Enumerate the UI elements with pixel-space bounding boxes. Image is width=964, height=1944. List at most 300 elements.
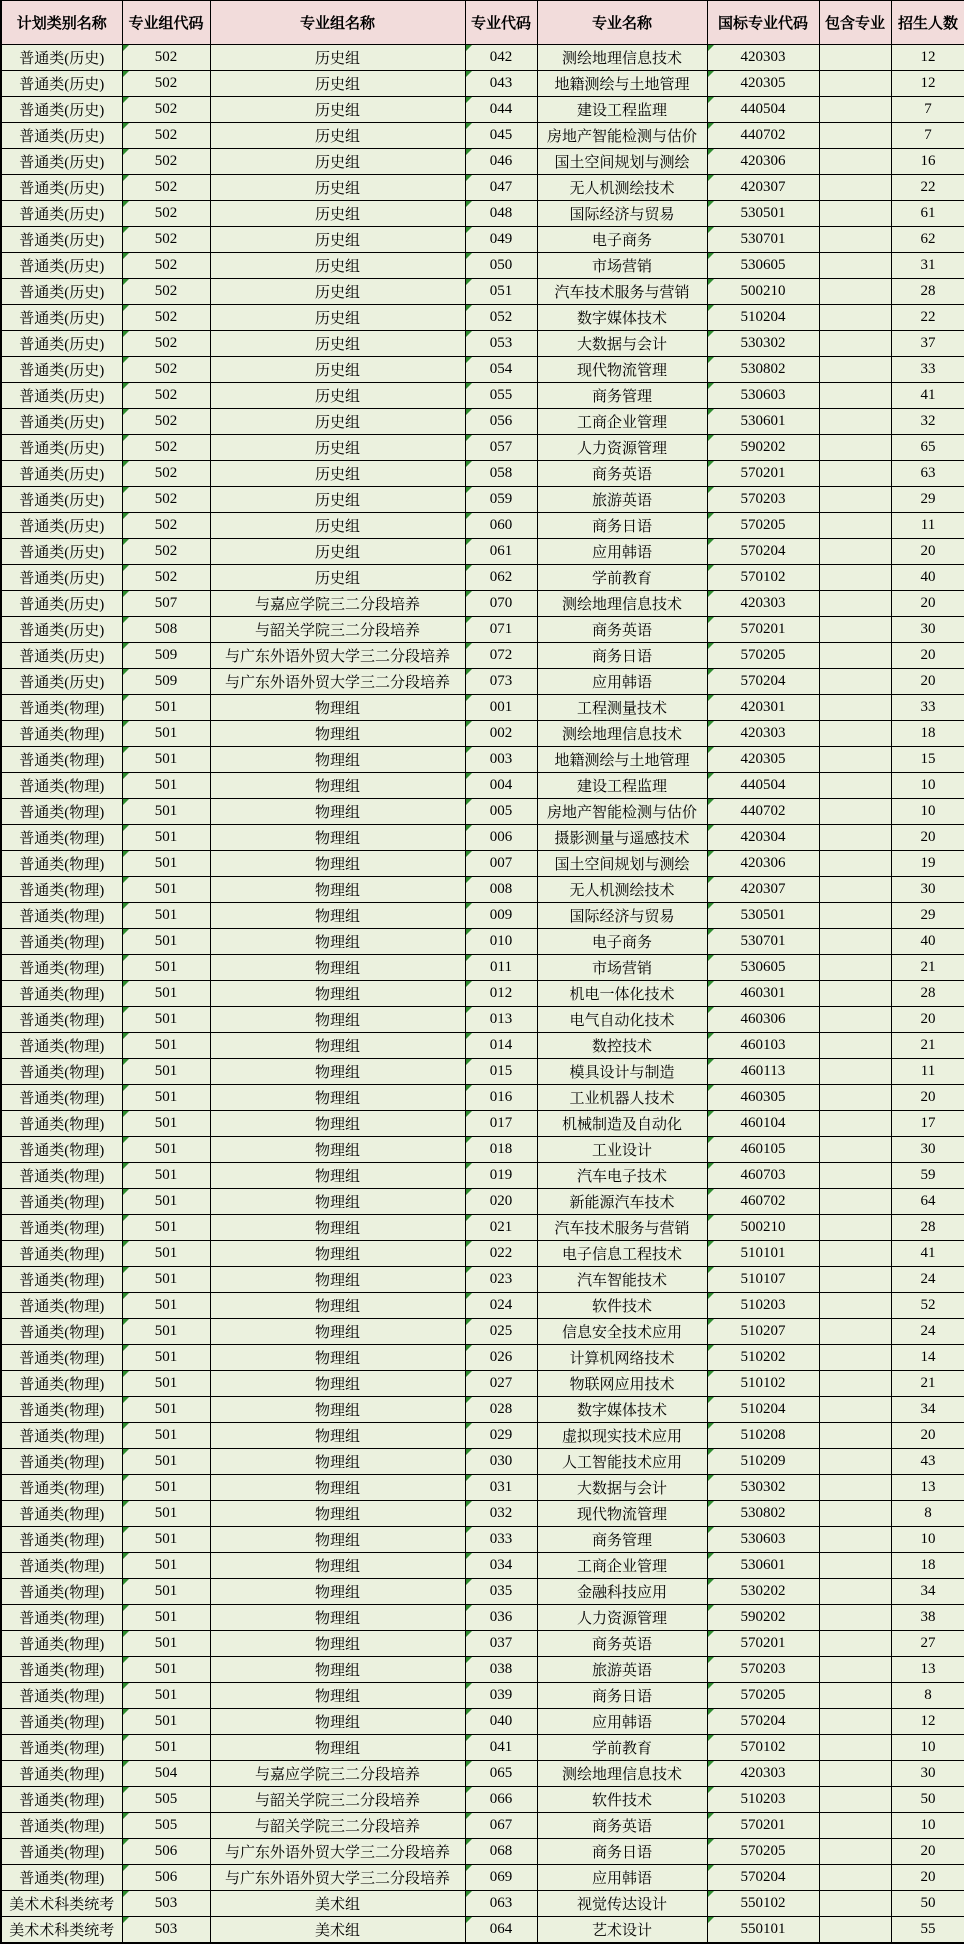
table-cell[interactable] bbox=[537, 227, 707, 253]
table-cell[interactable] bbox=[891, 929, 964, 955]
table-cell[interactable] bbox=[210, 1709, 465, 1735]
table-cell[interactable] bbox=[1, 1631, 122, 1657]
table-cell[interactable] bbox=[465, 1215, 537, 1241]
table-cell[interactable] bbox=[1, 1865, 122, 1891]
table-cell[interactable] bbox=[465, 357, 537, 383]
table-cell[interactable] bbox=[891, 357, 964, 383]
table-cell[interactable] bbox=[537, 799, 707, 825]
table-cell[interactable] bbox=[537, 1605, 707, 1631]
table-cell[interactable] bbox=[465, 1059, 537, 1085]
table-cell[interactable] bbox=[891, 1891, 964, 1917]
table-cell[interactable] bbox=[891, 123, 964, 149]
table-cell[interactable] bbox=[1, 929, 122, 955]
table-cell[interactable] bbox=[707, 877, 819, 903]
table-cell[interactable] bbox=[1, 565, 122, 591]
table-cell[interactable] bbox=[819, 643, 891, 669]
table-cell[interactable] bbox=[465, 1371, 537, 1397]
table-cell[interactable] bbox=[122, 955, 210, 981]
table-cell[interactable] bbox=[537, 955, 707, 981]
table-cell[interactable] bbox=[707, 71, 819, 97]
table-cell[interactable] bbox=[707, 1059, 819, 1085]
table-cell[interactable] bbox=[707, 1449, 819, 1475]
table-cell[interactable] bbox=[1, 487, 122, 513]
table-cell[interactable] bbox=[465, 305, 537, 331]
table-cell[interactable] bbox=[537, 1761, 707, 1787]
table-cell[interactable] bbox=[122, 539, 210, 565]
table-cell[interactable] bbox=[537, 1345, 707, 1371]
table-cell[interactable] bbox=[537, 1787, 707, 1813]
table-cell[interactable] bbox=[891, 799, 964, 825]
table-cell[interactable] bbox=[891, 1267, 964, 1293]
table-cell[interactable] bbox=[537, 1527, 707, 1553]
table-cell[interactable] bbox=[122, 851, 210, 877]
table-cell[interactable] bbox=[1, 1709, 122, 1735]
table-cell[interactable] bbox=[707, 279, 819, 305]
table-cell[interactable] bbox=[1, 357, 122, 383]
table-cell[interactable] bbox=[891, 409, 964, 435]
table-cell[interactable] bbox=[891, 1189, 964, 1215]
table-cell[interactable] bbox=[819, 175, 891, 201]
table-cell[interactable] bbox=[210, 1007, 465, 1033]
table-cell[interactable] bbox=[465, 721, 537, 747]
table-cell[interactable] bbox=[122, 97, 210, 123]
table-cell[interactable] bbox=[122, 1813, 210, 1839]
table-cell[interactable] bbox=[210, 929, 465, 955]
table-cell[interactable] bbox=[707, 1501, 819, 1527]
table-cell[interactable] bbox=[707, 669, 819, 695]
table-cell[interactable] bbox=[819, 1423, 891, 1449]
table-cell[interactable] bbox=[891, 643, 964, 669]
table-cell[interactable] bbox=[1, 617, 122, 643]
table-cell[interactable] bbox=[122, 669, 210, 695]
table-cell[interactable] bbox=[210, 1345, 465, 1371]
table-cell[interactable] bbox=[1, 409, 122, 435]
table-cell[interactable] bbox=[465, 565, 537, 591]
table-cell[interactable] bbox=[707, 565, 819, 591]
table-cell[interactable] bbox=[707, 487, 819, 513]
table-cell[interactable] bbox=[891, 1787, 964, 1813]
table-cell[interactable] bbox=[707, 253, 819, 279]
table-cell[interactable] bbox=[1, 1553, 122, 1579]
table-cell[interactable] bbox=[537, 1449, 707, 1475]
table-cell[interactable] bbox=[707, 1267, 819, 1293]
col-header-major-name[interactable]: 专业名称 bbox=[537, 1, 707, 45]
table-cell[interactable] bbox=[210, 643, 465, 669]
table-cell[interactable] bbox=[537, 1111, 707, 1137]
table-cell[interactable] bbox=[122, 929, 210, 955]
table-cell[interactable] bbox=[891, 903, 964, 929]
table-cell[interactable] bbox=[891, 955, 964, 981]
table-cell[interactable] bbox=[465, 1475, 537, 1501]
table-cell[interactable] bbox=[891, 721, 964, 747]
table-cell[interactable] bbox=[122, 461, 210, 487]
table-cell[interactable] bbox=[819, 227, 891, 253]
table-cell[interactable] bbox=[819, 1787, 891, 1813]
table-cell[interactable] bbox=[819, 71, 891, 97]
table-cell[interactable] bbox=[122, 721, 210, 747]
table-cell[interactable] bbox=[819, 1319, 891, 1345]
table-cell[interactable] bbox=[1, 695, 122, 721]
col-header-national-major-code[interactable]: 国标专业代码 bbox=[707, 1, 819, 45]
table-cell[interactable] bbox=[122, 1137, 210, 1163]
table-cell[interactable] bbox=[707, 1787, 819, 1813]
table-cell[interactable] bbox=[210, 1137, 465, 1163]
table-cell[interactable] bbox=[707, 97, 819, 123]
table-cell[interactable] bbox=[819, 1033, 891, 1059]
table-cell[interactable] bbox=[122, 1345, 210, 1371]
table-cell[interactable] bbox=[819, 1657, 891, 1683]
table-cell[interactable] bbox=[210, 435, 465, 461]
table-cell[interactable] bbox=[465, 1111, 537, 1137]
table-cell[interactable] bbox=[537, 123, 707, 149]
table-cell[interactable] bbox=[122, 175, 210, 201]
table-cell[interactable] bbox=[891, 1657, 964, 1683]
table-cell[interactable] bbox=[707, 695, 819, 721]
table-cell[interactable] bbox=[537, 1059, 707, 1085]
table-cell[interactable] bbox=[819, 1059, 891, 1085]
table-cell[interactable] bbox=[537, 1423, 707, 1449]
table-cell[interactable] bbox=[210, 1475, 465, 1501]
table-cell[interactable] bbox=[465, 799, 537, 825]
table-cell[interactable] bbox=[819, 1605, 891, 1631]
table-cell[interactable] bbox=[707, 1865, 819, 1891]
table-cell[interactable] bbox=[707, 201, 819, 227]
table-cell[interactable] bbox=[465, 71, 537, 97]
table-cell[interactable] bbox=[210, 747, 465, 773]
table-cell[interactable] bbox=[1, 1475, 122, 1501]
table-cell[interactable] bbox=[122, 149, 210, 175]
table-cell[interactable] bbox=[210, 1839, 465, 1865]
table-cell[interactable] bbox=[210, 1059, 465, 1085]
table-cell[interactable] bbox=[891, 253, 964, 279]
table-cell[interactable] bbox=[819, 513, 891, 539]
table-cell[interactable] bbox=[891, 773, 964, 799]
table-cell[interactable] bbox=[210, 409, 465, 435]
table-cell[interactable] bbox=[465, 253, 537, 279]
table-cell[interactable] bbox=[819, 201, 891, 227]
table-cell[interactable] bbox=[891, 487, 964, 513]
table-cell[interactable] bbox=[891, 175, 964, 201]
table-cell[interactable] bbox=[1, 773, 122, 799]
table-cell[interactable] bbox=[819, 1917, 891, 1943]
table-cell[interactable] bbox=[122, 1293, 210, 1319]
table-cell[interactable] bbox=[537, 1319, 707, 1345]
table-cell[interactable] bbox=[707, 773, 819, 799]
table-cell[interactable] bbox=[465, 955, 537, 981]
table-cell[interactable] bbox=[819, 1267, 891, 1293]
table-cell[interactable] bbox=[707, 1423, 819, 1449]
table-cell[interactable] bbox=[537, 1683, 707, 1709]
table-cell[interactable] bbox=[1, 1657, 122, 1683]
table-cell[interactable] bbox=[1, 1917, 122, 1943]
table-cell[interactable] bbox=[465, 539, 537, 565]
table-cell[interactable] bbox=[707, 1033, 819, 1059]
col-header-included-majors[interactable]: 包含专业 bbox=[819, 1, 891, 45]
table-cell[interactable] bbox=[1, 799, 122, 825]
table-cell[interactable] bbox=[122, 825, 210, 851]
table-cell[interactable] bbox=[537, 461, 707, 487]
table-cell[interactable] bbox=[891, 1475, 964, 1501]
table-cell[interactable] bbox=[122, 435, 210, 461]
table-cell[interactable] bbox=[537, 565, 707, 591]
table-cell[interactable] bbox=[819, 669, 891, 695]
table-cell[interactable] bbox=[465, 1839, 537, 1865]
table-cell[interactable] bbox=[819, 1475, 891, 1501]
table-cell[interactable] bbox=[1, 1813, 122, 1839]
table-cell[interactable] bbox=[537, 175, 707, 201]
table-cell[interactable] bbox=[465, 1865, 537, 1891]
table-cell[interactable] bbox=[891, 1085, 964, 1111]
table-cell[interactable] bbox=[707, 1761, 819, 1787]
table-cell[interactable] bbox=[891, 71, 964, 97]
table-cell[interactable] bbox=[1, 227, 122, 253]
col-header-major-code[interactable]: 专业代码 bbox=[465, 1, 537, 45]
table-cell[interactable] bbox=[707, 123, 819, 149]
table-cell[interactable] bbox=[210, 1553, 465, 1579]
table-cell[interactable] bbox=[1, 1579, 122, 1605]
table-cell[interactable] bbox=[210, 877, 465, 903]
table-cell[interactable] bbox=[537, 1371, 707, 1397]
table-cell[interactable] bbox=[465, 1163, 537, 1189]
table-cell[interactable] bbox=[819, 1397, 891, 1423]
table-cell[interactable] bbox=[537, 1215, 707, 1241]
table-cell[interactable] bbox=[537, 721, 707, 747]
table-cell[interactable] bbox=[707, 1189, 819, 1215]
table-cell[interactable] bbox=[465, 1397, 537, 1423]
table-cell[interactable] bbox=[891, 695, 964, 721]
table-cell[interactable] bbox=[537, 1891, 707, 1917]
table-cell[interactable] bbox=[537, 1163, 707, 1189]
table-cell[interactable] bbox=[1, 1449, 122, 1475]
table-cell[interactable] bbox=[122, 487, 210, 513]
table-cell[interactable] bbox=[210, 1111, 465, 1137]
table-cell[interactable] bbox=[707, 1345, 819, 1371]
table-cell[interactable] bbox=[122, 773, 210, 799]
table-cell[interactable] bbox=[210, 383, 465, 409]
table-cell[interactable] bbox=[819, 1085, 891, 1111]
table-cell[interactable] bbox=[210, 825, 465, 851]
table-cell[interactable] bbox=[122, 201, 210, 227]
table-cell[interactable] bbox=[122, 1787, 210, 1813]
table-cell[interactable] bbox=[891, 461, 964, 487]
table-cell[interactable] bbox=[122, 1527, 210, 1553]
table-cell[interactable] bbox=[819, 1865, 891, 1891]
table-cell[interactable] bbox=[707, 383, 819, 409]
table-cell[interactable] bbox=[891, 513, 964, 539]
table-cell[interactable] bbox=[707, 461, 819, 487]
table-cell[interactable] bbox=[1, 903, 122, 929]
table-cell[interactable] bbox=[1, 149, 122, 175]
table-cell[interactable] bbox=[537, 45, 707, 71]
table-cell[interactable] bbox=[819, 97, 891, 123]
table-cell[interactable] bbox=[465, 1007, 537, 1033]
table-cell[interactable] bbox=[1, 877, 122, 903]
table-cell[interactable] bbox=[707, 1241, 819, 1267]
table-cell[interactable] bbox=[819, 539, 891, 565]
table-cell[interactable] bbox=[537, 1475, 707, 1501]
table-cell[interactable] bbox=[537, 1397, 707, 1423]
table-cell[interactable] bbox=[465, 591, 537, 617]
table-cell[interactable] bbox=[707, 1631, 819, 1657]
table-cell[interactable] bbox=[537, 1293, 707, 1319]
table-cell[interactable] bbox=[891, 1527, 964, 1553]
table-cell[interactable] bbox=[1, 1319, 122, 1345]
table-cell[interactable] bbox=[819, 45, 891, 71]
table-cell[interactable] bbox=[1, 539, 122, 565]
table-cell[interactable] bbox=[537, 357, 707, 383]
table-cell[interactable] bbox=[1, 1787, 122, 1813]
table-cell[interactable] bbox=[210, 1527, 465, 1553]
table-cell[interactable] bbox=[819, 1683, 891, 1709]
table-cell[interactable] bbox=[1, 1735, 122, 1761]
table-cell[interactable] bbox=[891, 591, 964, 617]
table-cell[interactable] bbox=[891, 617, 964, 643]
table-cell[interactable] bbox=[819, 461, 891, 487]
table-cell[interactable] bbox=[891, 1293, 964, 1319]
table-cell[interactable] bbox=[707, 1215, 819, 1241]
table-cell[interactable] bbox=[465, 175, 537, 201]
table-cell[interactable] bbox=[122, 513, 210, 539]
table-cell[interactable] bbox=[465, 929, 537, 955]
table-cell[interactable] bbox=[210, 461, 465, 487]
table-cell[interactable] bbox=[707, 1475, 819, 1501]
table-cell[interactable] bbox=[819, 1137, 891, 1163]
col-header-major-group-name[interactable]: 专业组名称 bbox=[210, 1, 465, 45]
table-cell[interactable] bbox=[891, 1683, 964, 1709]
table-cell[interactable] bbox=[465, 1579, 537, 1605]
table-cell[interactable] bbox=[122, 1397, 210, 1423]
table-cell[interactable] bbox=[891, 1449, 964, 1475]
table-cell[interactable] bbox=[210, 721, 465, 747]
table-cell[interactable] bbox=[122, 1215, 210, 1241]
table-cell[interactable] bbox=[891, 1501, 964, 1527]
table-cell[interactable] bbox=[707, 1891, 819, 1917]
table-cell[interactable] bbox=[1, 1839, 122, 1865]
table-cell[interactable] bbox=[465, 1631, 537, 1657]
table-cell[interactable] bbox=[537, 877, 707, 903]
table-cell[interactable] bbox=[891, 201, 964, 227]
table-cell[interactable] bbox=[122, 331, 210, 357]
table-cell[interactable] bbox=[465, 1423, 537, 1449]
table-cell[interactable] bbox=[210, 97, 465, 123]
table-cell[interactable] bbox=[465, 97, 537, 123]
table-cell[interactable] bbox=[891, 149, 964, 175]
table-cell[interactable] bbox=[537, 851, 707, 877]
table-cell[interactable] bbox=[819, 799, 891, 825]
table-cell[interactable] bbox=[1, 331, 122, 357]
table-cell[interactable] bbox=[891, 1215, 964, 1241]
table-cell[interactable] bbox=[465, 1501, 537, 1527]
table-cell[interactable] bbox=[1, 1033, 122, 1059]
table-cell[interactable] bbox=[210, 1735, 465, 1761]
table-cell[interactable] bbox=[819, 1241, 891, 1267]
table-cell[interactable] bbox=[210, 175, 465, 201]
table-cell[interactable] bbox=[122, 383, 210, 409]
table-cell[interactable] bbox=[1, 669, 122, 695]
table-cell[interactable] bbox=[819, 1553, 891, 1579]
table-cell[interactable] bbox=[707, 1735, 819, 1761]
table-cell[interactable] bbox=[707, 981, 819, 1007]
table-cell[interactable] bbox=[210, 903, 465, 929]
table-cell[interactable] bbox=[465, 773, 537, 799]
table-cell[interactable] bbox=[210, 1761, 465, 1787]
table-cell[interactable] bbox=[1, 1683, 122, 1709]
table-cell[interactable] bbox=[1, 1241, 122, 1267]
table-cell[interactable] bbox=[465, 1189, 537, 1215]
table-cell[interactable] bbox=[891, 1709, 964, 1735]
table-cell[interactable] bbox=[465, 1033, 537, 1059]
table-cell[interactable] bbox=[537, 617, 707, 643]
table-cell[interactable] bbox=[819, 279, 891, 305]
table-cell[interactable] bbox=[210, 1163, 465, 1189]
table-cell[interactable] bbox=[819, 591, 891, 617]
table-cell[interactable] bbox=[819, 1839, 891, 1865]
table-cell[interactable] bbox=[891, 1423, 964, 1449]
table-cell[interactable] bbox=[537, 253, 707, 279]
table-cell[interactable] bbox=[465, 487, 537, 513]
table-cell[interactable] bbox=[707, 1111, 819, 1137]
table-cell[interactable] bbox=[210, 1605, 465, 1631]
table-cell[interactable] bbox=[819, 305, 891, 331]
table-cell[interactable] bbox=[537, 643, 707, 669]
table-cell[interactable] bbox=[210, 1813, 465, 1839]
table-cell[interactable] bbox=[210, 1033, 465, 1059]
table-cell[interactable] bbox=[891, 331, 964, 357]
table-cell[interactable] bbox=[537, 1813, 707, 1839]
table-cell[interactable] bbox=[122, 1449, 210, 1475]
table-cell[interactable] bbox=[1, 1007, 122, 1033]
table-cell[interactable] bbox=[1, 45, 122, 71]
table-cell[interactable] bbox=[891, 1059, 964, 1085]
table-cell[interactable] bbox=[1, 305, 122, 331]
table-cell[interactable] bbox=[465, 903, 537, 929]
table-cell[interactable] bbox=[819, 1579, 891, 1605]
table-cell[interactable] bbox=[819, 1189, 891, 1215]
table-cell[interactable] bbox=[819, 1527, 891, 1553]
table-cell[interactable] bbox=[122, 1683, 210, 1709]
table-cell[interactable] bbox=[210, 71, 465, 97]
table-cell[interactable] bbox=[465, 1345, 537, 1371]
table-cell[interactable] bbox=[537, 1501, 707, 1527]
table-cell[interactable] bbox=[891, 1579, 964, 1605]
table-cell[interactable] bbox=[537, 1579, 707, 1605]
table-cell[interactable] bbox=[465, 1241, 537, 1267]
table-cell[interactable] bbox=[122, 981, 210, 1007]
table-cell[interactable] bbox=[707, 1917, 819, 1943]
table-cell[interactable] bbox=[891, 877, 964, 903]
table-cell[interactable] bbox=[210, 695, 465, 721]
table-cell[interactable] bbox=[537, 1735, 707, 1761]
table-cell[interactable] bbox=[537, 279, 707, 305]
table-cell[interactable] bbox=[465, 1761, 537, 1787]
table-cell[interactable] bbox=[122, 1423, 210, 1449]
table-cell[interactable] bbox=[707, 45, 819, 71]
table-cell[interactable] bbox=[210, 45, 465, 71]
table-cell[interactable] bbox=[465, 1553, 537, 1579]
table-cell[interactable] bbox=[122, 1189, 210, 1215]
table-cell[interactable] bbox=[707, 1085, 819, 1111]
table-cell[interactable] bbox=[210, 1917, 465, 1943]
table-cell[interactable] bbox=[122, 253, 210, 279]
table-cell[interactable] bbox=[707, 1813, 819, 1839]
table-cell[interactable] bbox=[707, 357, 819, 383]
table-cell[interactable] bbox=[210, 591, 465, 617]
table-cell[interactable] bbox=[819, 695, 891, 721]
table-cell[interactable] bbox=[707, 1163, 819, 1189]
table-cell[interactable] bbox=[891, 825, 964, 851]
table-cell[interactable] bbox=[210, 1449, 465, 1475]
table-cell[interactable] bbox=[465, 409, 537, 435]
